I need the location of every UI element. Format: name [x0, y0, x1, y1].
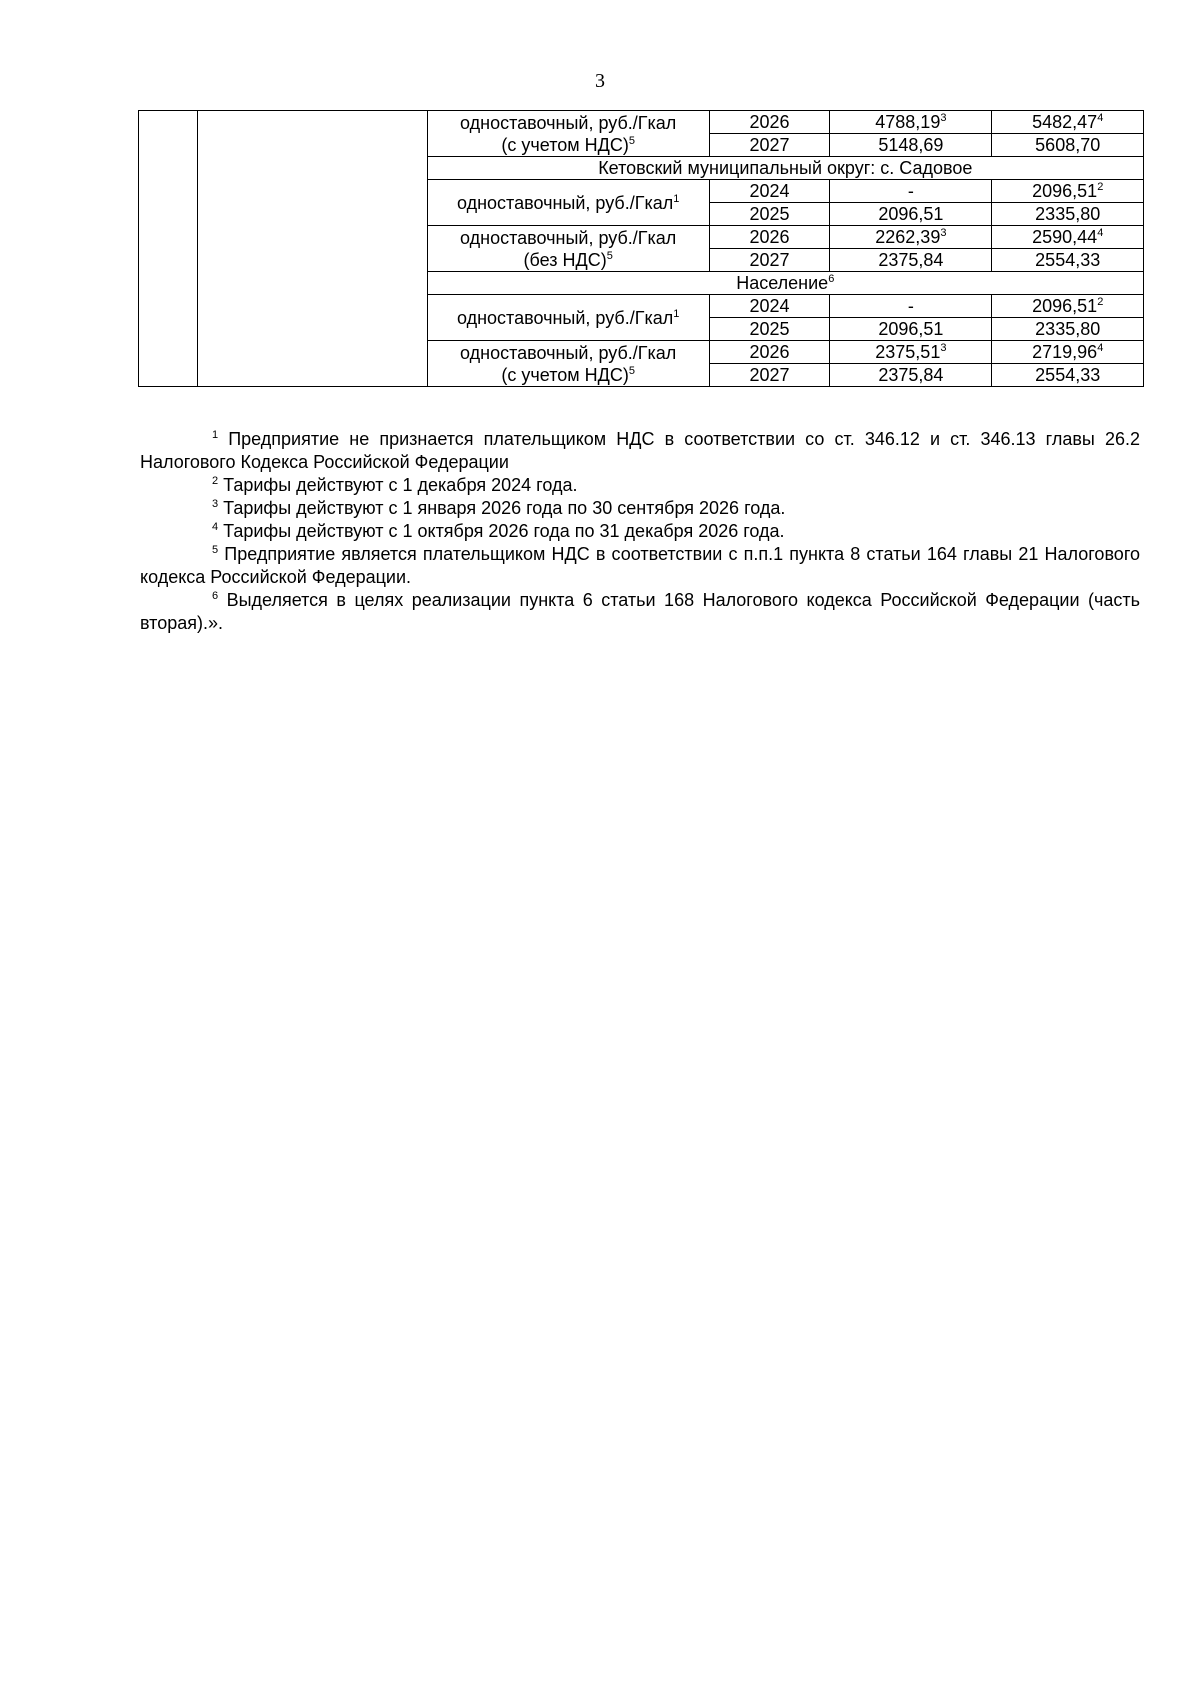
footnote	[140, 474, 1140, 497]
footnote-mark: 2	[212, 475, 219, 487]
value-cell-second-half	[992, 318, 1144, 341]
footnote-ref: 5	[628, 364, 635, 377]
footnote	[140, 520, 1140, 543]
tariff-value: 2096,51	[878, 319, 944, 339]
footnote-text: Тарифы действуют с 1 января 2026 года по 30 сентября 2026 года.	[218, 498, 786, 518]
tariff-value: 2375,84	[878, 365, 944, 385]
tariff-value: 2096,51	[1032, 181, 1098, 201]
tariff-table	[138, 110, 1144, 387]
footnote-text: Тарифы действуют с 1 октября 2026 года по 31 декабря 2026 года.	[218, 521, 785, 541]
tariff-value: 2554,33	[1035, 365, 1101, 385]
year-value: 2026	[749, 112, 790, 132]
year-value: 2027	[749, 250, 790, 270]
section-header	[427, 272, 1143, 295]
footnote-mark: 4	[212, 521, 219, 533]
footnote-ref: 4	[1097, 342, 1104, 354]
footnote	[140, 428, 1140, 474]
year-cell	[709, 364, 830, 387]
year-cell	[709, 203, 830, 226]
section-header-text: Кетовский муниципальный округ: с. Садовое	[598, 158, 973, 178]
tariff-type-cell	[427, 295, 709, 341]
footnote	[140, 497, 1140, 520]
value-cell-second-half	[992, 226, 1144, 249]
footnote-ref: 2	[1097, 296, 1104, 308]
footnote	[140, 543, 1140, 589]
footnote-ref: 5	[606, 249, 613, 262]
tariff-type-note: (с учетом НДС)	[501, 364, 629, 385]
value-cell-second-half	[992, 364, 1144, 387]
footnote-text: Выделяется в целях реализации пункта 6 статьи 168 Налогового кодекса Российской Федерации (часть вторая).».	[140, 590, 1140, 633]
table-row	[139, 111, 1144, 134]
tariff-type-cell	[427, 180, 709, 226]
footnote-mark: 6	[212, 590, 219, 602]
tariff-type-note: (с учетом НДС)	[501, 134, 629, 155]
value-cell-second-half	[992, 180, 1144, 203]
tariff-type-cell	[427, 341, 709, 387]
tariff-type-label: одноставочный, руб./Гкал	[460, 227, 677, 248]
year-cell	[709, 341, 830, 364]
value-cell-second-half	[992, 295, 1144, 318]
tariff-value: 2335,80	[1035, 319, 1101, 339]
footnote-ref: 4	[1097, 227, 1104, 239]
footnote-mark: 5	[212, 544, 219, 556]
section-header-text: Население	[736, 273, 829, 293]
tariff-value: 2375,51	[875, 342, 941, 362]
tariff-value: 2590,44	[1032, 227, 1098, 247]
year-value: 2027	[749, 135, 790, 155]
value-cell-first-half	[830, 203, 992, 226]
footnote-ref: 3	[940, 342, 947, 354]
year-value: 2026	[749, 227, 790, 247]
year-cell	[709, 180, 830, 203]
year-cell	[709, 226, 830, 249]
tariff-value: 2554,33	[1035, 250, 1101, 270]
value-cell-second-half	[992, 341, 1144, 364]
year-cell	[709, 134, 830, 157]
value-cell-second-half	[992, 249, 1144, 272]
footnote-text: Предприятие является плательщиком НДС в соответствии с п.п.1 пункта 8 статьи 164 главы 21 Налогового кодекса Российской Федерации.	[140, 544, 1140, 587]
value-cell-second-half	[992, 111, 1144, 134]
tariff-type-label: одноставочный, руб./Гкал	[456, 192, 674, 213]
value-cell-first-half	[830, 111, 992, 134]
tariff-value: 2262,39	[875, 227, 941, 247]
year-cell	[709, 295, 830, 318]
year-value: 2024	[749, 296, 790, 316]
footnote-text: Предприятие не признается плательщиком НДС в соответствии со ст. 346.12 и ст. 346.13 главы 26.2 Налогового Кодекса Российской Федерации	[140, 429, 1140, 472]
tariff-value: -	[907, 181, 914, 201]
footnote-ref: 4	[1097, 112, 1104, 124]
tariff-value: -	[907, 296, 914, 316]
tariff-value: 2096,51	[878, 204, 944, 224]
footnote-ref: 5	[628, 134, 635, 147]
year-cell	[709, 318, 830, 341]
value-cell-first-half	[830, 295, 992, 318]
tariff-type-note: (без НДС)	[523, 249, 607, 270]
footnote-ref: 3	[940, 112, 947, 124]
tariff-type-label: одноставочный, руб./Гкал	[456, 307, 674, 328]
year-cell	[709, 111, 830, 134]
tariff-type-cell	[427, 226, 709, 272]
year-value: 2024	[749, 181, 790, 201]
footnote-mark: 1	[212, 429, 219, 441]
tariff-value: 5482,47	[1032, 112, 1098, 132]
tariff-type-label: одноставочный, руб./Гкал	[460, 112, 677, 133]
value-cell-first-half	[830, 249, 992, 272]
year-value: 2027	[749, 365, 790, 385]
year-cell	[709, 249, 830, 272]
value-cell-second-half	[992, 134, 1144, 157]
tariff-type-label: одноставочный, руб./Гкал	[460, 342, 677, 363]
footnote-ref: 1	[673, 307, 680, 320]
year-value: 2025	[749, 204, 790, 224]
value-cell-first-half	[830, 134, 992, 157]
footnote-ref: 2	[1097, 181, 1104, 193]
footnote-ref: 1	[673, 192, 680, 205]
value-cell-first-half	[830, 364, 992, 387]
value-cell-first-half	[830, 226, 992, 249]
tariff-value: 4788,19	[875, 112, 941, 132]
value-cell-first-half	[830, 341, 992, 364]
value-cell-first-half	[830, 180, 992, 203]
section-header	[427, 157, 1143, 180]
page-number: 3	[595, 70, 605, 92]
tariff-value: 5608,70	[1035, 135, 1101, 155]
tariff-value: 2719,96	[1032, 342, 1098, 362]
footnote	[140, 589, 1140, 635]
footnotes	[140, 428, 1140, 635]
value-cell-second-half	[992, 203, 1144, 226]
year-value: 2026	[749, 342, 790, 362]
empty-cell	[198, 111, 427, 387]
year-value: 2025	[749, 319, 790, 339]
tariff-value: 2335,80	[1035, 204, 1101, 224]
footnote-ref: 6	[828, 273, 835, 285]
footnote-text: Тарифы действуют с 1 декабря 2024 года.	[218, 475, 578, 495]
tariff-value: 2096,51	[1032, 296, 1098, 316]
empty-cell	[139, 111, 198, 387]
tariff-type-cell	[427, 111, 709, 157]
footnote-mark: 3	[212, 498, 219, 510]
value-cell-first-half	[830, 318, 992, 341]
tariff-value: 2375,84	[878, 250, 944, 270]
tariff-value: 5148,69	[878, 135, 944, 155]
footnote-ref: 3	[940, 227, 947, 239]
